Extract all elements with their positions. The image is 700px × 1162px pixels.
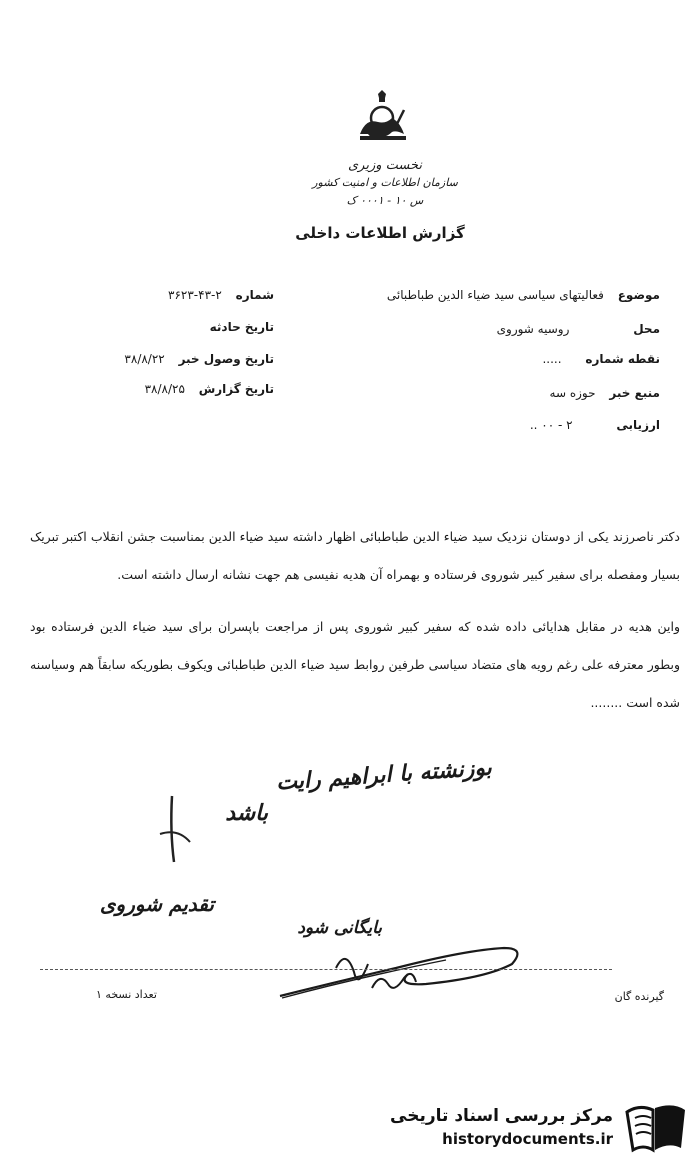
field-location xyxy=(497,322,660,336)
archive-name: مرکز بررسی اسناد تاریخی xyxy=(390,1106,613,1126)
field-receipt-date xyxy=(14,352,274,366)
field-label: موضوع xyxy=(617,288,660,302)
field-value: ۳۸/۸/۲۲ xyxy=(124,352,165,366)
field-label: تاریخ گزارش xyxy=(198,382,274,396)
field-value: ۲-۴۳-۳۶۲۳ xyxy=(168,288,222,302)
field-value: روسیه شوروی xyxy=(496,322,570,336)
field-subject xyxy=(387,288,660,302)
report-title: گزارش اطلاعات داخلی xyxy=(295,224,465,242)
report-body xyxy=(30,518,680,722)
handwritten-note-1: بوزنشته با ابراهیم رایت xyxy=(275,754,493,796)
field-value: حوزه سه xyxy=(549,386,596,400)
field-value: ۲ - ۰۰ .. xyxy=(529,418,573,432)
field-label: نقطه شماره xyxy=(585,352,660,366)
recipients-label: گیرنده گان xyxy=(614,990,664,1003)
field-label: محل xyxy=(633,322,660,336)
field-label: تاریخ حادثه xyxy=(209,320,274,334)
archive-website: historydocuments.ir xyxy=(442,1130,613,1148)
field-value: فعالیتهای سیاسی سید ضیاء الدین طباطبائی xyxy=(386,288,604,302)
footer-divider xyxy=(40,969,612,970)
field-incident-date xyxy=(14,320,274,334)
handwritten-note-4: بایگانی شود xyxy=(297,918,382,938)
field-label: منبع خبر xyxy=(609,386,660,400)
lion-and-sun-emblem-icon xyxy=(352,88,412,148)
org-line-2: سازمان اطلاعات و امنیت کشور xyxy=(312,176,458,189)
book-logo-icon xyxy=(621,1102,689,1156)
signature xyxy=(276,938,526,1006)
field-label: تاریخ وصول خبر xyxy=(178,352,274,366)
handwritten-stroke xyxy=(158,792,218,866)
field-label: ارزیابی xyxy=(616,418,660,432)
field-report-date xyxy=(14,382,274,396)
field-point-number xyxy=(542,352,660,366)
org-line-1: نخست وزیری xyxy=(347,158,423,173)
field-evaluation xyxy=(530,418,660,432)
archive-logo xyxy=(390,1102,693,1154)
field-number xyxy=(14,288,274,302)
body-paragraph-1: دکتر ناصرزند یکی از دوستان نزدیک سید ضیاء الدین طباطبائی اظهار داشته سید ضیاء الدین بمناسبت جشن انقلاب اکتبر تبریک بسیار ومفصله برای سفیر کبیر شوروی فرستاده و بهمراه آن هدیه نفیسی هم جهت نشانه ارسال داشته است. xyxy=(30,529,680,582)
handwritten-note-3: تقدیم شوروی xyxy=(99,892,214,916)
field-value: ..... xyxy=(542,352,562,366)
org-code: س ۱۰ - ۰۰۰۱ ک xyxy=(346,194,424,207)
body-paragraph-2: واین هدیه در مقابل هدایائی داده شده که سفیر کبیر شوروی پس از مراجعت باپسران برای سید ضیاء الدین فرستاده بود وبطور معترفه علی رغم رویه های متضاد سیاسی طرفین روابط سید ضیاء الدین طباطبائی ویکوف بطوریکه سابقاً هم وسیاسنه شده است ........ xyxy=(30,619,680,710)
field-value: ۳۸/۸/۲۵ xyxy=(144,382,185,396)
field-label: شماره xyxy=(235,288,274,302)
field-source xyxy=(550,386,660,400)
copies-count: تعداد نسخه ۱ xyxy=(96,988,157,1001)
handwritten-note-2: باشد xyxy=(225,800,268,826)
